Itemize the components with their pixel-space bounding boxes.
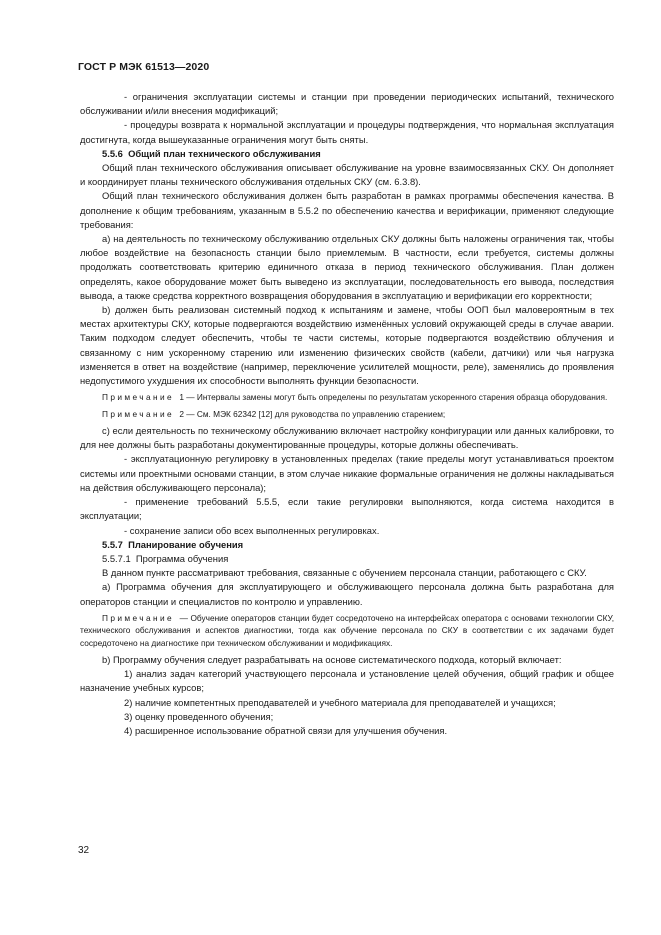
note-text: 2 — См. МЭК 62342 [12] для руководства по управлению старением; — [179, 408, 446, 419]
section-number: 5.5.6 — [102, 147, 123, 159]
document-header: ГОСТ Р МЭК 61513—2020 — [78, 61, 210, 73]
section-number: 5.5.7 — [102, 538, 123, 550]
paragraph: b) Программу обучения следует разрабатывать на основе систематического подхода, который включает: — [102, 653, 562, 665]
paragraph: - ограничения эксплуатации системы и станции при проведении периодических испытаний, технического обслуживании и/или внесения модификаций; — [80, 91, 614, 117]
paragraph: 2) наличие компетентных преподавателей и учебного материала для преподавателей и учащихся; — [124, 696, 556, 708]
paragraph: c) если деятельность по техническому обслуживанию включает настройку конфигурации или данных калибровки, то для нее должны быть разработаны документированные процедуры, которые должны обеспечивать. — [80, 425, 614, 451]
note — [80, 408, 614, 420]
note-label: Примечание — [102, 392, 175, 403]
subsection-heading — [80, 552, 614, 566]
paragraph: 3) оценку проведенного обучения; — [124, 710, 274, 722]
note-label: Примечание — [102, 408, 175, 419]
paragraph: Общий план технического обслуживания должен быть разработан в рамках программы обеспечения качества. В дополнение к общим требованиям, указанным в 5.5.2 по обеспечению качества и верификации, применяют следующие требования: — [80, 190, 614, 230]
paragraph: b) должен быть реализован системный подход к испытаниям и замене, чтобы ООП был маловероятным в тех местах архитектуры СКУ, которые подвергаются воздействию изменённых условий окружающей среды в случае аварии. Таким подходом следует обеспечить, чтобы те части системы, которые подвергаются воздействию облучения и связанному с ним ускоренному старению или изменению физических свойств (кабели, датчики) или чья нагрузка изменяется в ответ на воздействие (например, переключение усилителей мощности, реле), заменялись до проявления недопустимого ухудшения их способности выполнять функции безопасности. — [80, 304, 614, 387]
note — [80, 612, 614, 649]
paragraph: - процедуры возврата к нормальной эксплуатации и процедуры подтверждения, что нормальная эксплуатация достигнута, когда вышеуказанные ограничения могут быть сняты. — [80, 119, 614, 145]
note-text: 1 — Интервалы замены могут быть определены по результатам ускоренного старения образца оборудования. — [179, 392, 608, 403]
note-text: — Обучение операторов станции будет сосредоточено на интерфейсах оператора с основами технологии СКУ, технического обслуживания и аспектов диагностики, тогда как обучение персонала по СКУ в соответствии с их задачами будет сосредоточено на диагностике при техническом обслуживании и модификациях. — [80, 612, 615, 648]
section-title: Общий план технического обслуживания — [128, 147, 321, 159]
section-heading — [80, 538, 614, 552]
note — [80, 391, 614, 403]
paragraph: a) Программа обучения для эксплуатирующего и обслуживающего персонала должна быть разработана для операторов станции и специалистов по контролю и управлению. — [80, 581, 614, 607]
paragraph: - применение требований 5.5.5, если такие регулировки выполняются, когда система находится в эксплуатации; — [80, 496, 614, 522]
section-number: 5.5.7.1 — [102, 552, 131, 564]
paragraph: Общий план технического обслуживания описывает обслуживание на уровне взаимосвязанных СКУ. Он дополняет и координирует планы технического обслуживания отдельных СКУ (см. 6.3.8). — [80, 162, 614, 188]
paragraph: - сохранение записи обо всех выполненных регулировках. — [124, 524, 380, 536]
section-heading — [80, 147, 614, 161]
note-label: Примечание — [102, 612, 175, 623]
document-body — [80, 90, 614, 738]
paragraph: В данном пункте рассматривают требования, связанные с обучением персонала станции, работающего с СКУ. — [102, 567, 587, 579]
paragraph: - эксплуатационную регулировку в установленных пределах (такие пределы могут устанавливаться проектом системы или проектными основами станции, в этом случае никакие формальные ограничения не должны накладываться на действия обслуживающего персонала); — [80, 453, 614, 493]
paragraph: a) на деятельность по техническому обслуживанию отдельных СКУ должны быть наложены ограничения так, чтобы любое воздействие на безопасность станции было приемлемым. В частности, если требуется, системы должны продолжать соответствовать критерию единичного отказа в период технического обслуживания. План должен определять, какое оборудование может быть выведено из эксплуатации, последовательность его вывода, последствия вывода, а также средства корректного возвращения оборудования в эксплуатацию и верификации его корректности; — [80, 233, 614, 301]
section-title: Программа обучения — [135, 552, 229, 564]
section-title: Планирование обучения — [128, 538, 244, 550]
paragraph: 1) анализ задач категорий участвующего персонала и установление целей обучения, общий график и общее назначение учебных курсов; — [80, 668, 614, 694]
page-number: 32 — [78, 845, 90, 856]
paragraph: 4) расширенное использование обратной связи для улучшения обучения. — [124, 724, 448, 736]
